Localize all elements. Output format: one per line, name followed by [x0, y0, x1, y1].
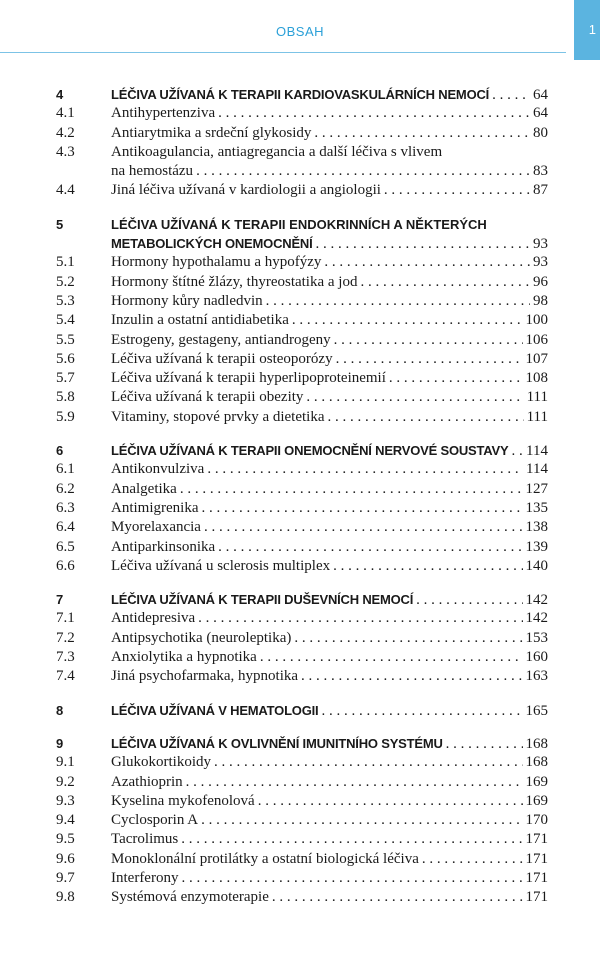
page-number: 127 — [525, 480, 548, 497]
dot-leader — [306, 388, 523, 407]
dot-leader — [321, 702, 522, 721]
entry-number: 6.5 — [56, 538, 75, 555]
entry-title: Anxiolytika a hypnotika — [111, 649, 257, 666]
toc-item — [0, 460, 600, 479]
toc-item — [0, 408, 600, 427]
entry-title: na hemostázu — [111, 163, 194, 180]
toc-section — [0, 701, 600, 720]
page-number: 163 — [525, 668, 548, 685]
page-number: 114 — [526, 461, 548, 478]
entry-body — [111, 773, 548, 792]
dot-leader — [384, 181, 530, 200]
toc-section — [0, 590, 600, 686]
entry-number: 5.4 — [56, 312, 75, 329]
entry-number: 7.3 — [56, 649, 75, 666]
entry-title: Vitaminy, stopové prvky a dietetika — [111, 408, 325, 425]
entry-body — [111, 869, 548, 888]
entry-body — [111, 701, 548, 721]
entry-number: 5.8 — [56, 389, 75, 406]
entry-title: LÉČIVA UŽÍVANÁ K TERAPII KARDIOVASKULÁRNÍCH NEMOCÍ — [111, 87, 490, 102]
entry-number: 6.1 — [56, 461, 75, 478]
entry-number: 4 — [56, 87, 64, 102]
entry-body — [111, 408, 548, 427]
toc-item — [0, 648, 600, 667]
dot-leader — [204, 518, 523, 537]
entry-title: Antipsychotika (neuroleptika) — [111, 629, 292, 646]
entry-title: LÉČIVA UŽÍVANÁ K OVLIVNĚNÍ IMUNITNÍHO SYSTÉMU — [111, 735, 443, 751]
entry-title: Analgetika — [111, 480, 177, 497]
entry-number: 5 — [56, 216, 64, 232]
dot-leader — [214, 753, 523, 772]
dot-leader — [272, 888, 523, 907]
page-number-tab: 1 — [574, 0, 600, 60]
entry-title: Antihypertenziva — [111, 105, 216, 122]
entry-body — [111, 734, 548, 754]
toc-section — [0, 734, 600, 908]
entry-number: 4.2 — [56, 124, 75, 141]
page-number: 142 — [525, 610, 548, 627]
entry-number: 6.3 — [56, 499, 75, 516]
entry-number: 9 — [56, 735, 64, 751]
entry-number: 9.2 — [56, 773, 75, 790]
toc-item — [0, 499, 600, 518]
chapter-heading — [0, 85, 600, 104]
dot-leader — [360, 273, 530, 292]
dot-leader — [316, 235, 530, 254]
toc-item — [0, 388, 600, 407]
page-number: 168 — [525, 754, 548, 771]
entry-number: 4.1 — [56, 105, 75, 122]
page-number: 168 — [525, 735, 548, 752]
entry-title: Myorelaxancia — [111, 519, 201, 536]
entry-body — [111, 350, 548, 369]
toc-item — [0, 124, 600, 143]
entry-title: Antiarytmika a srdeční glykosidy — [111, 124, 312, 141]
entry-body — [111, 667, 548, 686]
entry-body — [111, 811, 548, 830]
page-number: 171 — [525, 869, 548, 886]
entry-number: 5.2 — [56, 273, 75, 290]
entry-title: METABOLICKÝCH ONEMOCNĚNÍ — [111, 236, 313, 252]
entry-body — [111, 253, 548, 272]
entry-body — [111, 480, 548, 499]
toc-item — [0, 830, 600, 849]
toc-item — [0, 538, 600, 557]
dot-leader — [292, 311, 523, 330]
dot-leader — [260, 648, 523, 667]
page-number: 83 — [533, 163, 548, 180]
entry-number: 7.2 — [56, 629, 75, 646]
entry-title: Jiná léčiva užívaná v kardiologii a angiologii — [111, 182, 381, 199]
header-divider — [0, 52, 566, 53]
entry-number: 5.5 — [56, 331, 75, 348]
page-number: 135 — [525, 499, 548, 516]
entry-number: 5.1 — [56, 254, 75, 271]
entry-title: Léčiva užívaná k terapii obezity — [111, 389, 304, 406]
entry-number: 6.4 — [56, 519, 75, 536]
page-number: 100 — [525, 312, 548, 329]
entry-body — [111, 830, 548, 849]
toc-item — [0, 518, 600, 537]
entry-body — [111, 499, 548, 518]
entry-title: Hormony štítné žlázy, thyreostatika a jod — [111, 273, 358, 290]
toc-item — [0, 869, 600, 888]
entry-body — [111, 181, 548, 200]
toc-item — [0, 850, 600, 869]
entry-number: 6.6 — [56, 557, 75, 574]
dot-leader — [314, 124, 530, 143]
entry-body — [111, 648, 548, 667]
entry-number: 9.8 — [56, 889, 75, 906]
dot-leader — [333, 557, 522, 576]
entry-number: 9.4 — [56, 812, 75, 829]
toc-section — [0, 85, 600, 201]
toc-item — [0, 273, 600, 292]
page-number: 171 — [525, 831, 548, 848]
entry-title: Léčiva užívaná u sclerosis multiplex — [111, 557, 331, 574]
entry-body — [111, 792, 548, 811]
entry-number: 5.3 — [56, 292, 75, 309]
page-number: 165 — [525, 702, 548, 719]
page-number: 140 — [525, 557, 548, 574]
entry-body — [111, 311, 548, 330]
entry-body — [111, 590, 548, 610]
page-number: 114 — [526, 443, 548, 460]
dot-leader — [511, 442, 523, 461]
entry-body — [111, 609, 548, 628]
page-number: 142 — [525, 592, 548, 609]
chapter-heading — [0, 734, 600, 753]
entry-title: Monoklonální protilátky a ostatní biologická léčiva — [111, 850, 419, 867]
table-of-contents — [0, 85, 600, 922]
entry-body — [111, 388, 548, 407]
toc-item — [0, 629, 600, 648]
dot-leader — [196, 162, 530, 181]
dot-leader — [180, 480, 523, 499]
entry-body — [111, 753, 548, 772]
entry-body — [111, 441, 548, 461]
entry-body — [111, 369, 548, 388]
chapter-heading — [0, 234, 600, 253]
entry-body — [111, 124, 548, 143]
entry-number: 5.7 — [56, 370, 75, 387]
dot-leader — [416, 591, 522, 610]
entry-body — [111, 331, 548, 350]
dot-leader — [336, 350, 523, 369]
entry-number: 7.1 — [56, 610, 75, 627]
toc-item — [0, 811, 600, 830]
entry-body — [111, 104, 548, 123]
entry-title: Azathioprin — [111, 773, 183, 790]
entry-title: Glukokortikoidy — [111, 754, 211, 771]
page-number: 64 — [533, 87, 548, 103]
page-number: 107 — [525, 350, 548, 367]
entry-number: 9.6 — [56, 850, 75, 867]
dot-leader — [198, 609, 522, 628]
entry-number: 7 — [56, 592, 64, 608]
toc-item — [0, 181, 600, 200]
entry-title: Systémová enzymoterapie — [111, 889, 269, 906]
page-number: 64 — [533, 105, 548, 122]
toc-item — [0, 480, 600, 499]
entry-number: 4.3 — [56, 143, 75, 160]
entry-title: Antidepresiva — [111, 610, 196, 627]
entry-number: 8 — [56, 702, 64, 718]
entry-title: Antikonvulziva — [111, 461, 205, 478]
dot-leader — [328, 408, 524, 427]
dot-leader — [207, 460, 523, 479]
entry-body — [111, 292, 548, 311]
toc-section — [0, 441, 600, 576]
dot-leader — [258, 792, 523, 811]
toc-item — [0, 609, 600, 628]
entry-number: 6 — [56, 443, 64, 459]
dot-leader — [218, 538, 522, 557]
toc-item — [0, 104, 600, 123]
entry-body — [111, 850, 548, 869]
page-number: 139 — [525, 538, 548, 555]
toc-item — [0, 350, 600, 369]
entry-body — [111, 162, 548, 181]
toc-item — [0, 331, 600, 350]
chapter-heading — [0, 701, 600, 720]
chapter-heading — [0, 441, 600, 460]
page-number: 108 — [525, 370, 548, 387]
toc-item — [0, 557, 600, 576]
page-number: 80 — [533, 124, 548, 141]
page-number: 93 — [533, 236, 548, 253]
page-number: 111 — [526, 408, 548, 425]
page-header-title: OBSAH — [275, 24, 324, 39]
toc-section — [0, 215, 600, 427]
entry-title: Tacrolimus — [111, 831, 179, 848]
entry-title: Interferony — [111, 869, 179, 886]
page-number: 106 — [525, 331, 548, 348]
dot-leader — [201, 811, 522, 830]
entry-title: Léčiva užívaná k terapii osteoporózy — [111, 350, 333, 367]
toc-item — [0, 667, 600, 686]
toc-item — [0, 888, 600, 907]
chapter-heading-line1 — [0, 215, 600, 234]
page-number: 96 — [533, 273, 548, 290]
entry-number: 9.7 — [56, 869, 75, 886]
dot-leader — [181, 830, 522, 849]
dot-leader — [324, 253, 530, 272]
chapter-heading — [0, 590, 600, 609]
dot-leader — [218, 104, 530, 123]
entry-number: 9.1 — [56, 754, 75, 771]
entry-body — [111, 518, 548, 537]
entry-title: Kyselina mykofenolová — [111, 792, 255, 809]
toc-item — [0, 253, 600, 272]
page-number: 171 — [525, 850, 548, 867]
entry-title: Hormony hypothalamu a hypofýzy — [111, 254, 322, 271]
toc-item — [0, 162, 600, 181]
page-number: 169 — [525, 792, 548, 809]
page-number: 138 — [525, 519, 548, 536]
entry-body — [111, 85, 548, 105]
entry-title: Antiparkinsonika — [111, 538, 216, 555]
entry-body — [111, 234, 548, 254]
entry-number: 6.2 — [56, 480, 75, 497]
dot-leader — [294, 629, 522, 648]
dot-leader — [389, 369, 523, 388]
dot-leader — [446, 735, 523, 754]
entry-body — [111, 557, 548, 576]
entry-title: Inzulin a ostatní antidiabetika — [111, 312, 289, 329]
entry-title: LÉČIVA UŽÍVANÁ V HEMATOLOGII — [111, 702, 319, 718]
entry-body — [111, 460, 548, 479]
toc-item — [0, 292, 600, 311]
entry-title: Hormony kůry nadledvin — [111, 292, 263, 309]
entry-body — [111, 888, 548, 907]
entry-body — [111, 629, 548, 648]
page-number: 111 — [526, 389, 548, 406]
entry-title: Léčiva užívaná k terapii hyperlipoproteinemií — [111, 370, 386, 387]
entry-title: Estrogeny, gestageny, antiandrogeny — [111, 331, 331, 348]
toc-item-line1 — [0, 143, 600, 162]
entry-title-line1: Antikoagulancia, antiagregancia a další léčiva s vlivem — [111, 143, 443, 160]
dot-leader — [422, 850, 523, 869]
toc-item — [0, 369, 600, 388]
dot-leader — [186, 773, 523, 792]
dot-leader — [181, 869, 522, 888]
dot-leader — [266, 292, 530, 311]
entry-number: 9.3 — [56, 792, 75, 809]
page-number: 93 — [533, 254, 548, 271]
entry-title: LÉČIVA UŽÍVANÁ K TERAPII ONEMOCNĚNÍ NERVOVÉ SOUSTAVY — [111, 443, 509, 459]
entry-title: Cyclosporin A — [111, 812, 199, 829]
toc-item — [0, 792, 600, 811]
entry-number: 7.4 — [56, 668, 75, 685]
page-number: 171 — [525, 889, 548, 906]
dot-leader — [492, 86, 530, 105]
entry-title-line1: LÉČIVA UŽÍVANÁ K TERAPII ENDOKRINNÍCH A NĚKTERÝCH — [111, 216, 487, 232]
dot-leader — [334, 331, 523, 350]
entry-body — [111, 273, 548, 292]
entry-number: 5.6 — [56, 350, 75, 367]
toc-item — [0, 753, 600, 772]
dot-leader — [201, 499, 522, 518]
page-number: 169 — [525, 773, 548, 790]
dot-leader — [301, 667, 522, 686]
entry-number: 9.5 — [56, 831, 75, 848]
page-number: 87 — [533, 182, 548, 199]
page-number: 160 — [525, 649, 548, 666]
entry-number: 5.9 — [56, 408, 75, 425]
page-number: 170 — [525, 812, 548, 829]
page-number: 98 — [533, 292, 548, 309]
entry-title: LÉČIVA UŽÍVANÁ K TERAPII DUŠEVNÍCH NEMOCÍ — [111, 592, 414, 608]
entry-title: Antimigrenika — [111, 499, 199, 516]
entry-body — [111, 538, 548, 557]
toc-item — [0, 311, 600, 330]
page-number: 153 — [525, 629, 548, 646]
toc-item — [0, 773, 600, 792]
entry-number: 4.4 — [56, 182, 75, 199]
entry-title: Jiná psychofarmaka, hypnotika — [111, 668, 299, 685]
